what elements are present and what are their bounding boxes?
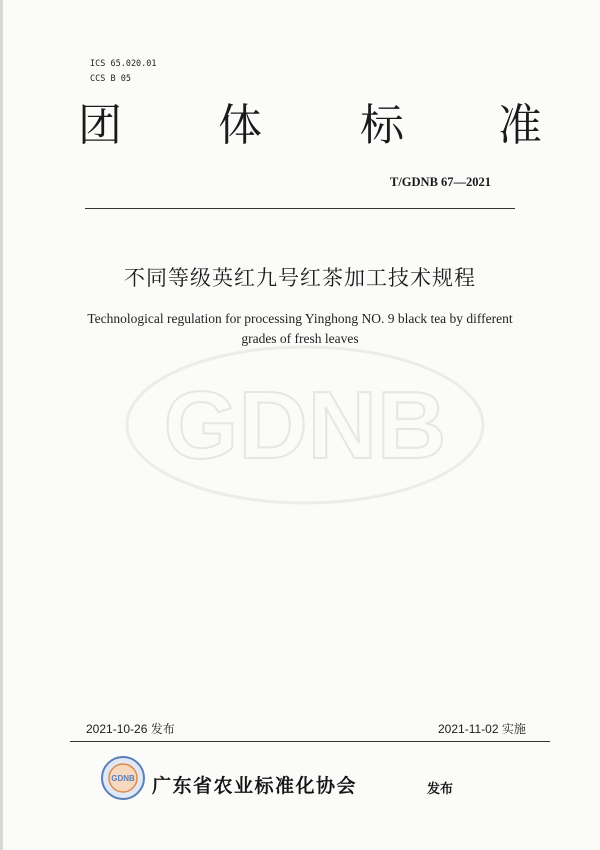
- issue-label: 发布: [427, 782, 454, 797]
- issuer-name: 广东省农业标准化协会: [152, 775, 358, 797]
- watermark-text: GDNB: [163, 372, 447, 479]
- association-seal-icon: [100, 755, 146, 801]
- ccs-code: CCS B 05: [90, 74, 131, 84]
- gdnb-watermark: [120, 340, 490, 510]
- doc-type-char: 准: [498, 100, 542, 151]
- title-chinese: 不同等级英红九号红茶加工技术规程: [124, 266, 476, 290]
- ics-code: ICS 65.020.01: [90, 59, 157, 69]
- release-date: 2021-10-26 发布: [86, 722, 175, 736]
- title-english: [50, 309, 550, 349]
- classification-codes: [90, 57, 157, 87]
- scan-edge: [0, 0, 3, 850]
- title-english-line-1: Technological regulation for processing Yinghong NO. 9 black tea by different: [87, 311, 513, 326]
- title-english-line-2: grades of fresh leaves: [241, 331, 359, 346]
- document-number: T/GDNB 67—2021: [390, 175, 492, 189]
- seal-text: GDNB: [111, 774, 135, 783]
- document-type-heading: [68, 96, 548, 156]
- doc-type-char: 团: [78, 100, 122, 151]
- doc-type-char: 体: [218, 100, 262, 151]
- footer-divider: [70, 741, 550, 742]
- doc-type-char: 标: [360, 100, 404, 151]
- header-divider: [85, 208, 515, 209]
- implementation-date: 2021-11-02 实施: [438, 722, 526, 736]
